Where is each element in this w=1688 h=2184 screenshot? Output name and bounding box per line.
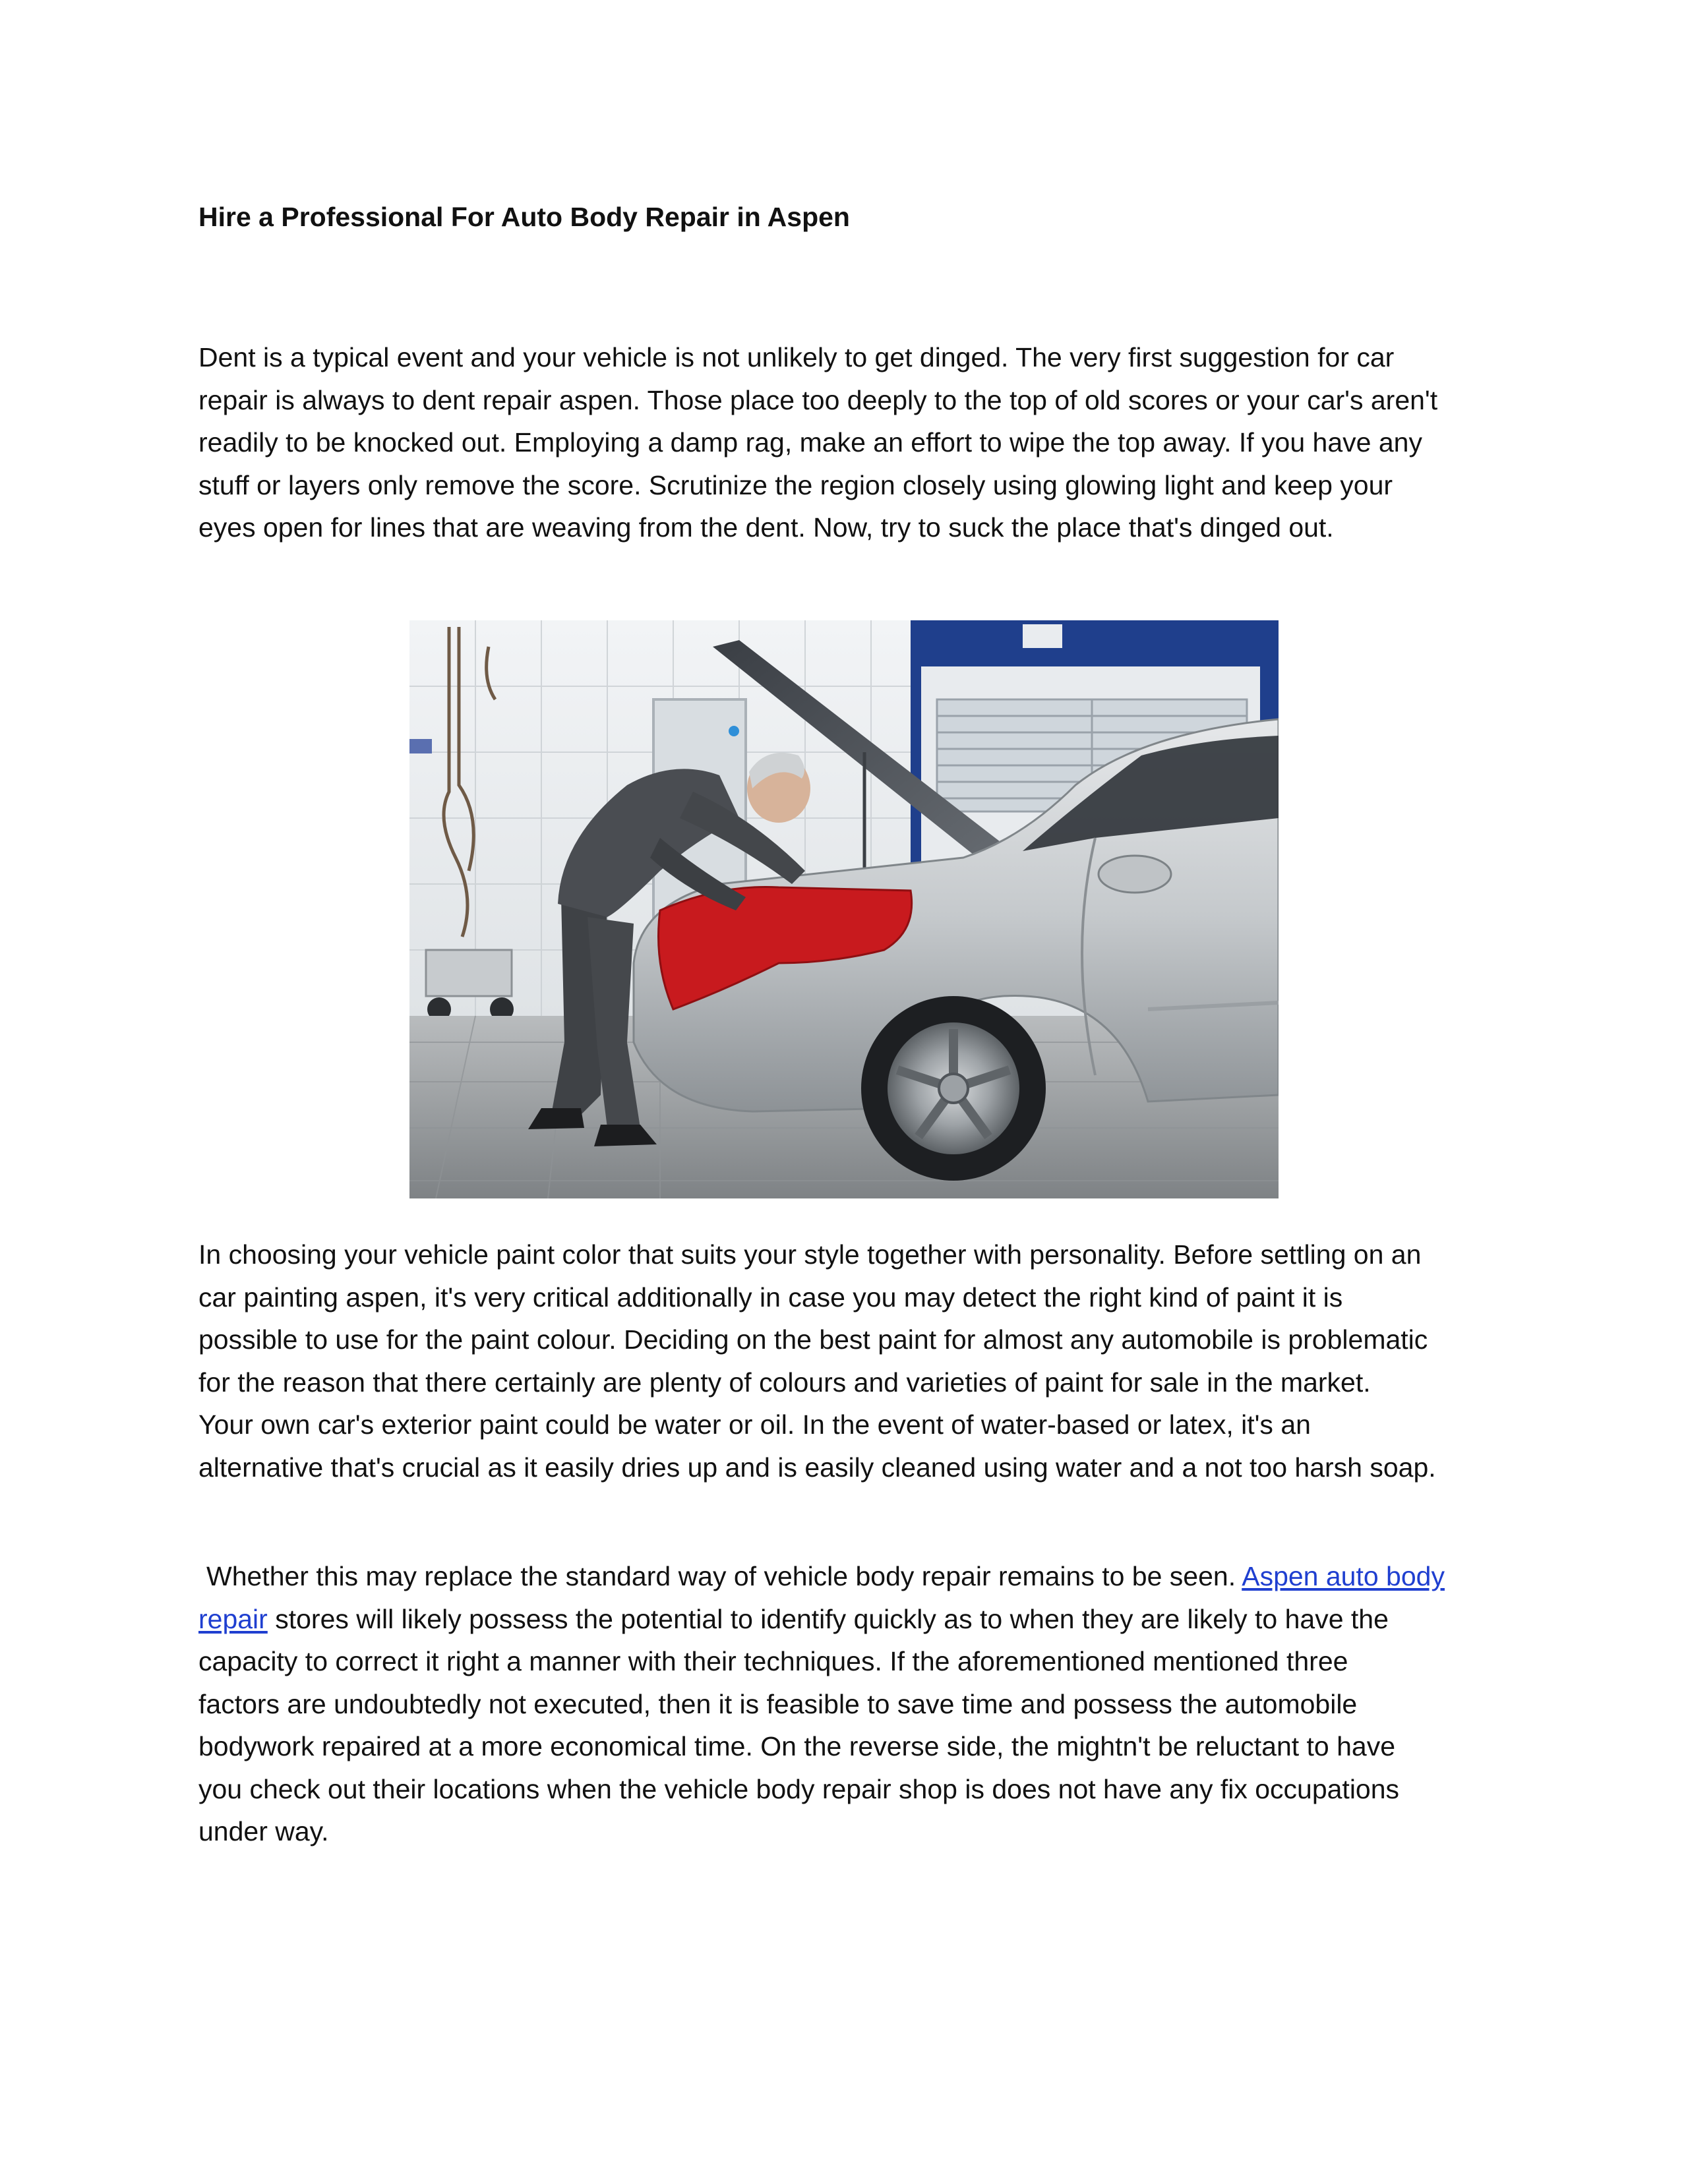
wall-fixture	[409, 739, 432, 753]
paragraph-line: Dent is a typical event and your vehicle is not unlikely to get dinged. The very first suggestion for car	[198, 342, 1395, 372]
side-mirror	[1099, 856, 1171, 893]
paragraph-line: stuff or layers only remove the score. Scrutinize the region closely using glowing light and keep your	[198, 469, 1393, 500]
paragraph-line: factors are undoubtedly not executed, then it is feasible to save time and possess the automobile	[198, 1688, 1358, 1719]
wheel-hub	[939, 1074, 968, 1103]
wall-sign	[1023, 624, 1062, 648]
paragraph-line: eyes open for lines that are weaving from the dent. Now, try to suck the place that's dinged out.	[198, 512, 1334, 543]
paragraph-line: possible to use for the paint colour. Deciding on the best paint for almost any automobile is problematic	[198, 1324, 1428, 1355]
paragraph-line: alternative that's crucial as it easily dries up and is easily cleaned using water and a not too harsh soap.	[198, 1452, 1436, 1483]
paragraph-line: for the reason that there certainly are plenty of colours and varieties of paint for sale in the market.	[198, 1367, 1371, 1398]
tool-cart	[426, 950, 512, 996]
paragraph-line	[198, 1555, 1511, 1598]
garage-door-header	[911, 620, 1279, 666]
mechanic-car-photo	[409, 620, 1279, 1198]
paragraph-line: car painting aspen, it's very critical additionally in case you may detect the right kind of paint it is	[198, 1282, 1343, 1313]
aspen-auto-body-repair-link[interactable]: repair	[198, 1603, 268, 1634]
paragraph-dent-repair	[198, 336, 1511, 549]
paragraph-body-repair	[198, 1555, 1511, 1853]
paragraph-line	[198, 1598, 1511, 1641]
paragraph-text: stores will likely possess the potential to identify quickly as to when they are likely to have the	[267, 1603, 1389, 1634]
paragraph-line: capacity to correct it right a manner with their techniques. If the aforementioned mentioned three	[198, 1646, 1348, 1676]
paragraph-line: under way.	[198, 1816, 329, 1846]
paragraph-car-painting	[198, 1233, 1511, 1489]
paragraph-line: Your own car's exterior paint could be water or oil. In the event of water-based or latex, it's an	[198, 1409, 1311, 1440]
paragraph-line: repair is always to dent repair aspen. Those place too deeply to the top of old scores or your car's aren't	[198, 384, 1438, 415]
paragraph-line: you check out their locations when the vehicle body repair shop is does not have any fix occupations	[198, 1773, 1400, 1804]
paragraph-line: In choosing your vehicle paint color that suits your style together with personality. Before settling on an	[198, 1239, 1422, 1270]
paragraph-line: readily to be knocked out. Employing a damp rag, make an effort to wipe the top away. If you have any	[198, 427, 1422, 457]
photo-illustration	[409, 620, 1279, 1198]
wall-light	[729, 726, 739, 736]
paragraph-line: bodywork repaired at a more economical time. On the reverse side, the mightn't be reluctant to have	[198, 1731, 1396, 1761]
paragraph-text: Whether this may replace the standard way of vehicle body repair remains to be seen.	[206, 1561, 1242, 1591]
aspen-auto-body-repair-link[interactable]: Aspen auto body	[1242, 1561, 1445, 1591]
document-title: Hire a Professional For Auto Body Repair in Aspen	[198, 202, 850, 232]
